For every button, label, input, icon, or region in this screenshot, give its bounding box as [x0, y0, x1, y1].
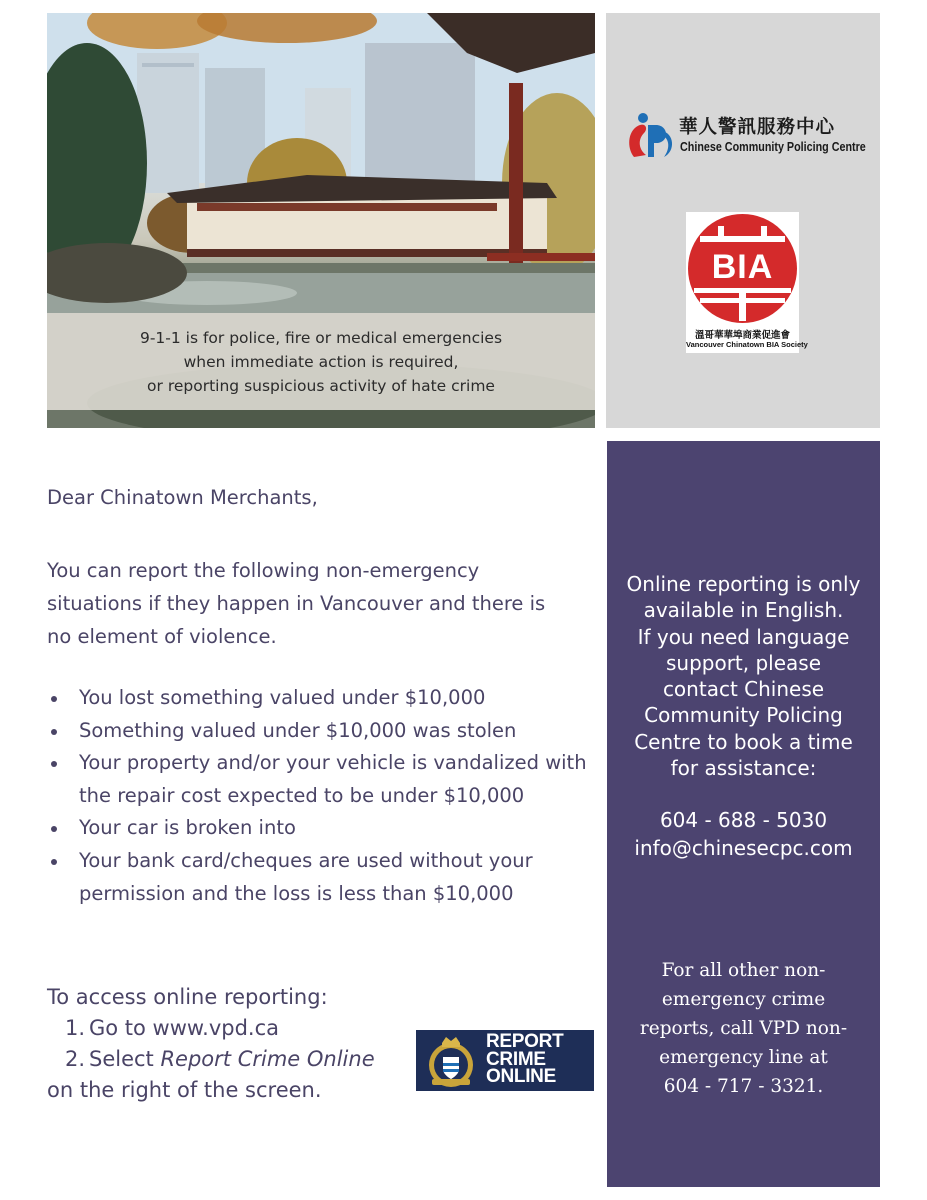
- bia-chinese-name: 溫哥華華埠商業促進會: [694, 330, 790, 341]
- language-support-notice: [607, 571, 880, 781]
- badge-text: [486, 1033, 563, 1086]
- ccpc-contact: [607, 806, 880, 862]
- notice-line: for assistance:: [670, 756, 817, 781]
- logo-panel: [606, 13, 880, 428]
- list-item: [47, 812, 595, 845]
- list-item-text: Your car is broken into: [79, 816, 296, 840]
- notice-line: Community Policing: [644, 703, 843, 728]
- bia-mark: BIA: [711, 248, 774, 286]
- caption-line: or reporting suspicious activity of hate crime: [147, 376, 495, 395]
- step-text: Select: [89, 1047, 161, 1071]
- email-address: info@chinesecpc.com: [634, 836, 853, 860]
- vpd-non-emergency-notice: [607, 956, 880, 1101]
- access-heading: To access online reporting:: [47, 985, 328, 1009]
- vpd-line: emergency crime: [661, 989, 826, 1010]
- situation-list: [47, 682, 595, 910]
- notice-line: available in English.: [643, 598, 844, 623]
- step-number: 2.: [64, 1047, 85, 1071]
- ccpc-chinese-name: 華人警訊服務中心: [679, 117, 836, 138]
- badge-line: ONLINE: [486, 1066, 556, 1087]
- vpd-crest-icon: [424, 1033, 478, 1089]
- online-reporting-steps: [47, 982, 447, 1106]
- bullet-icon: [51, 859, 57, 865]
- badge-line: CRIME: [486, 1048, 546, 1070]
- intro-line: You can report the following non-emergency: [47, 559, 480, 582]
- vpd-line: reports, call VPD non-: [639, 1018, 848, 1039]
- vpd-line: 604 - 717 - 3321.: [663, 1076, 824, 1097]
- bullet-icon: [51, 729, 57, 735]
- list-item: [47, 715, 595, 748]
- list-item: [47, 747, 595, 812]
- emergency-caption: [47, 313, 595, 410]
- bullet-icon: [51, 761, 57, 767]
- vpd-line: For all other non-: [661, 960, 826, 981]
- list-item-text: Something valued under $10,000 was stolen: [79, 718, 517, 742]
- badge-line: REPORT: [486, 1031, 564, 1052]
- notice-line: Online reporting is only: [626, 572, 861, 596]
- list-item: [47, 845, 595, 910]
- list-item-text: Your bank card/cheques are used without your permission and the loss is less than $10,000: [79, 848, 533, 905]
- step-2-continued: on the right of the screen.: [47, 1078, 322, 1102]
- report-crime-online-badge: [416, 1030, 594, 1091]
- contact-side-panel: [607, 441, 880, 1187]
- caption-line: when immediate action is required,: [183, 352, 459, 371]
- ccpc-emblem-icon: [626, 111, 676, 161]
- report-crime-online-emphasis: Report Crime Online: [160, 1047, 375, 1071]
- intro-line: situations if they happen in Vancouver and there is: [47, 592, 546, 615]
- bullet-icon: [51, 696, 57, 702]
- step-text: Go to www.vpd.ca: [89, 1016, 280, 1040]
- bia-logo: [686, 212, 808, 353]
- notice-line: contact Chinese: [662, 677, 825, 702]
- notice-line: Centre to book a time: [634, 729, 853, 754]
- caption-line: 9-1-1 is for police, fire or medical emergencies: [139, 328, 503, 347]
- step-1: [47, 1013, 447, 1044]
- bullet-icon: [51, 826, 57, 832]
- bia-english-name: Vancouver Chinatown BIA Society: [686, 340, 808, 349]
- list-item-text: You lost something valued under $10,000: [79, 686, 486, 709]
- hero-photo: [47, 13, 595, 428]
- intro-line: no element of violence.: [47, 625, 277, 648]
- notice-line: If you need language: [637, 624, 850, 649]
- vpd-line: emergency line at: [659, 1047, 828, 1068]
- notice-line: support, please: [665, 650, 822, 675]
- bia-circle-emblem: [688, 214, 797, 323]
- list-item: [47, 682, 595, 715]
- list-item-text: Your property and/or your vehicle is vandalized with the repair cost expected to be under $10,000: [79, 751, 587, 807]
- ccpc-logo: [626, 111, 866, 163]
- phone-number: 604 - 688 - 5030: [659, 808, 828, 832]
- ccpc-english-name: Chinese Community Policing Centre: [680, 140, 866, 154]
- step-number: 1.: [64, 1016, 85, 1040]
- greeting: Dear Chinatown Merchants,: [47, 486, 318, 509]
- step-2: [47, 1044, 447, 1075]
- intro-paragraph: [47, 554, 595, 653]
